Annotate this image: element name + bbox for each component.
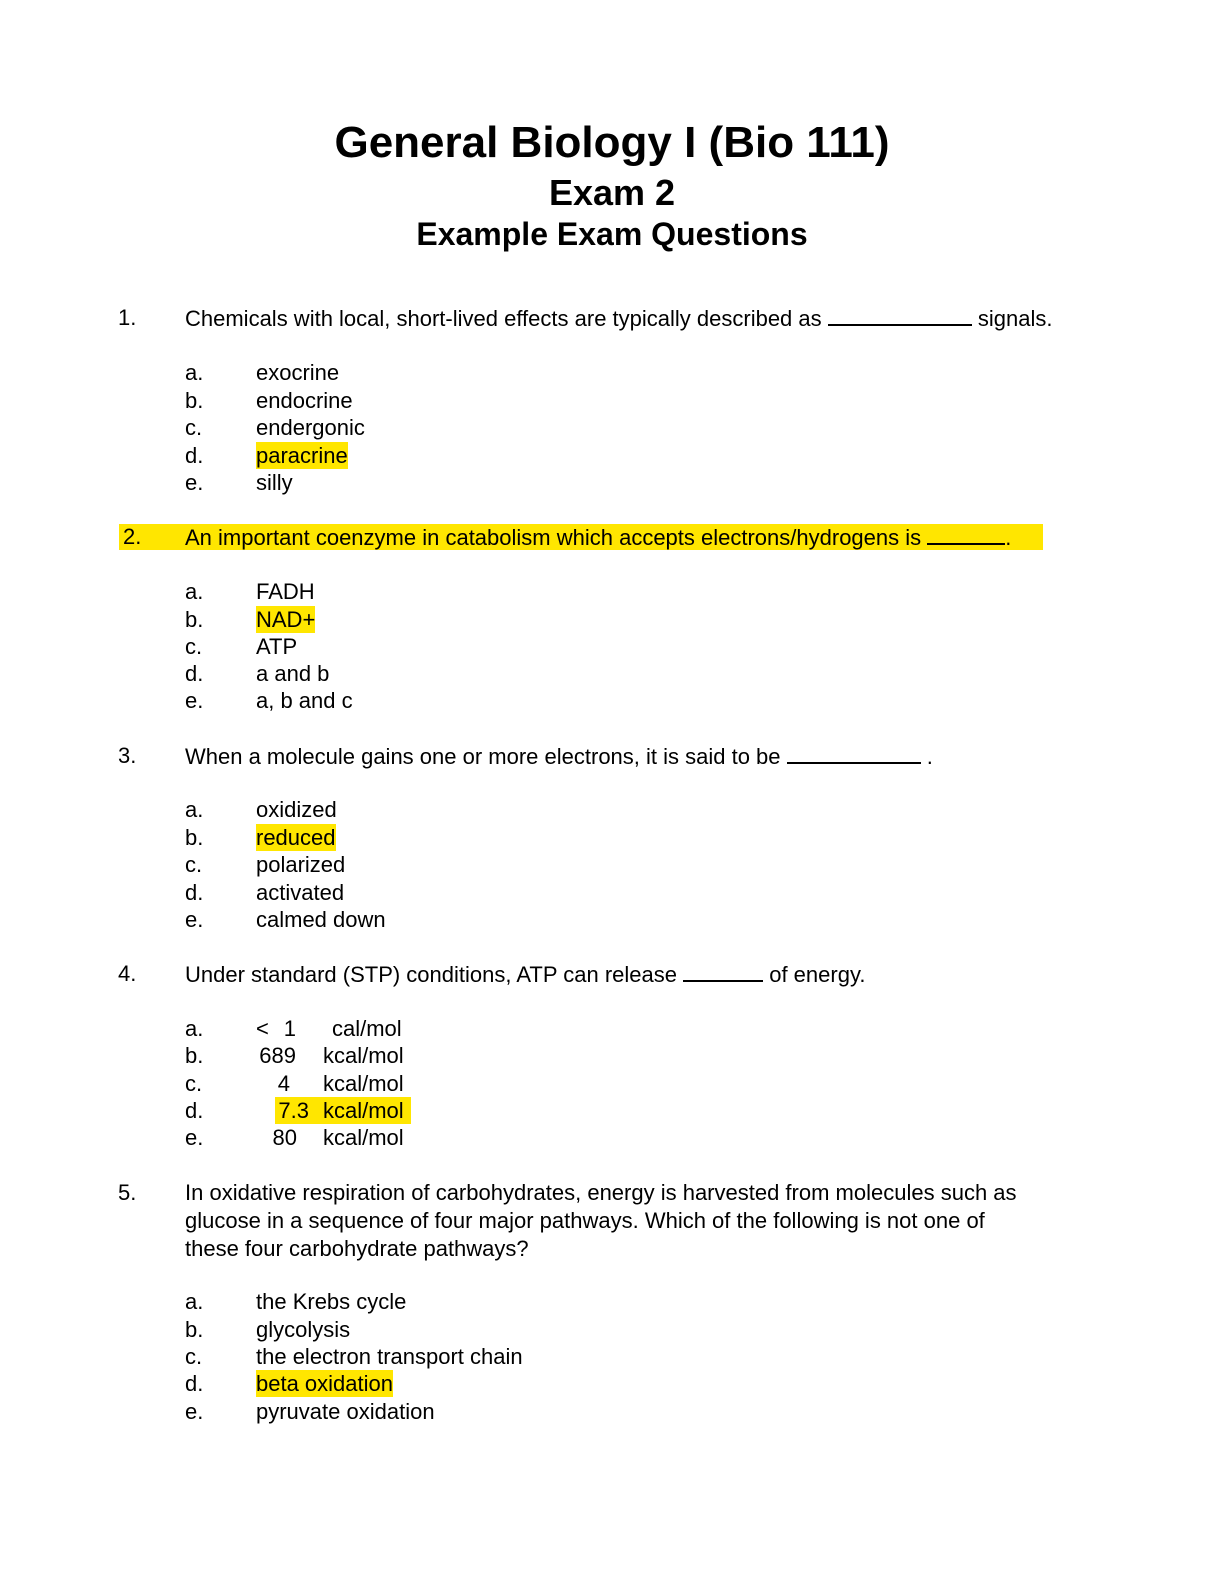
section-heading: Example Exam Questions — [416, 216, 808, 252]
correct-answer-highlight: reduced — [256, 825, 336, 850]
answer-blank — [927, 523, 1005, 545]
question-text: An important coenzyme in catabolism which accepts electrons/hydrogens is . — [185, 525, 1012, 550]
question-number: 5. — [118, 1180, 137, 1205]
question-number: 4. — [118, 961, 137, 986]
answer-blank — [828, 304, 972, 326]
exam-page: General Biology I (Bio 111) Exam 2 Example Exam Questions 1. Chemicals with local, short-lived effects are typically described as signals. a. exocrine b. endocrine c. endergonic d. paracrine e. silly 2. An important coenzyme in catabolism which accepts electrons/hydrogens is . a. FADH b. NAD+ c. ATP d. a and b e. a, b and c 3. When a molecule gains one or more electrons, it is said to be . a. oxidized b. reduced c. polarized d. activated e. calmed down 4. Under standard (STP) conditions, ATP can release of energy. a. < 1 cal/mol b. 689 kcal/mol c. 4 kcal/mol d. 7.3 kcal/mol e. 80 kcal/mol 5. In oxidative respiration of carbohydrates, energy is harvested from molecules such as glucose in a sequence of four major pathways. Which of the following is not one of these four carbohydrate pathways? a. the Krebs cycle b. glycolysis c. the electron transport chain d. beta oxidation e. pyruvate oxidation — [0, 0, 1224, 1584]
question-number: 1. — [118, 305, 137, 330]
answer-blank — [787, 742, 921, 764]
question-text: When a molecule gains one or more electrons, it is said to be . — [185, 744, 933, 769]
correct-answer-highlight: beta oxidation — [256, 1371, 393, 1396]
question-text: Chemicals with local, short-lived effects are typically described as signals. — [185, 306, 1053, 331]
correct-answer-highlight: paracrine — [256, 443, 348, 468]
correct-answer-highlight: NAD+ — [256, 607, 316, 632]
exam-subtitle: Exam 2 — [548, 172, 676, 213]
question-5 — [0, 1179, 1224, 1263]
answer-blank — [683, 960, 763, 982]
question-text: Under standard (STP) conditions, ATP can release of energy. — [185, 962, 866, 987]
question-number: 2. — [123, 524, 142, 549]
question-text: In oxidative respiration of carbohydrates, energy is harvested from molecules such as glucose in a sequence of four major pathways. Which of the following is not one of these four carbohydrate pathways? — [185, 1180, 1017, 1261]
question-number: 3. — [118, 743, 137, 768]
less-than-sign: < — [256, 1016, 269, 1041]
document-title: General Biology I (Bio 111) — [334, 118, 890, 167]
